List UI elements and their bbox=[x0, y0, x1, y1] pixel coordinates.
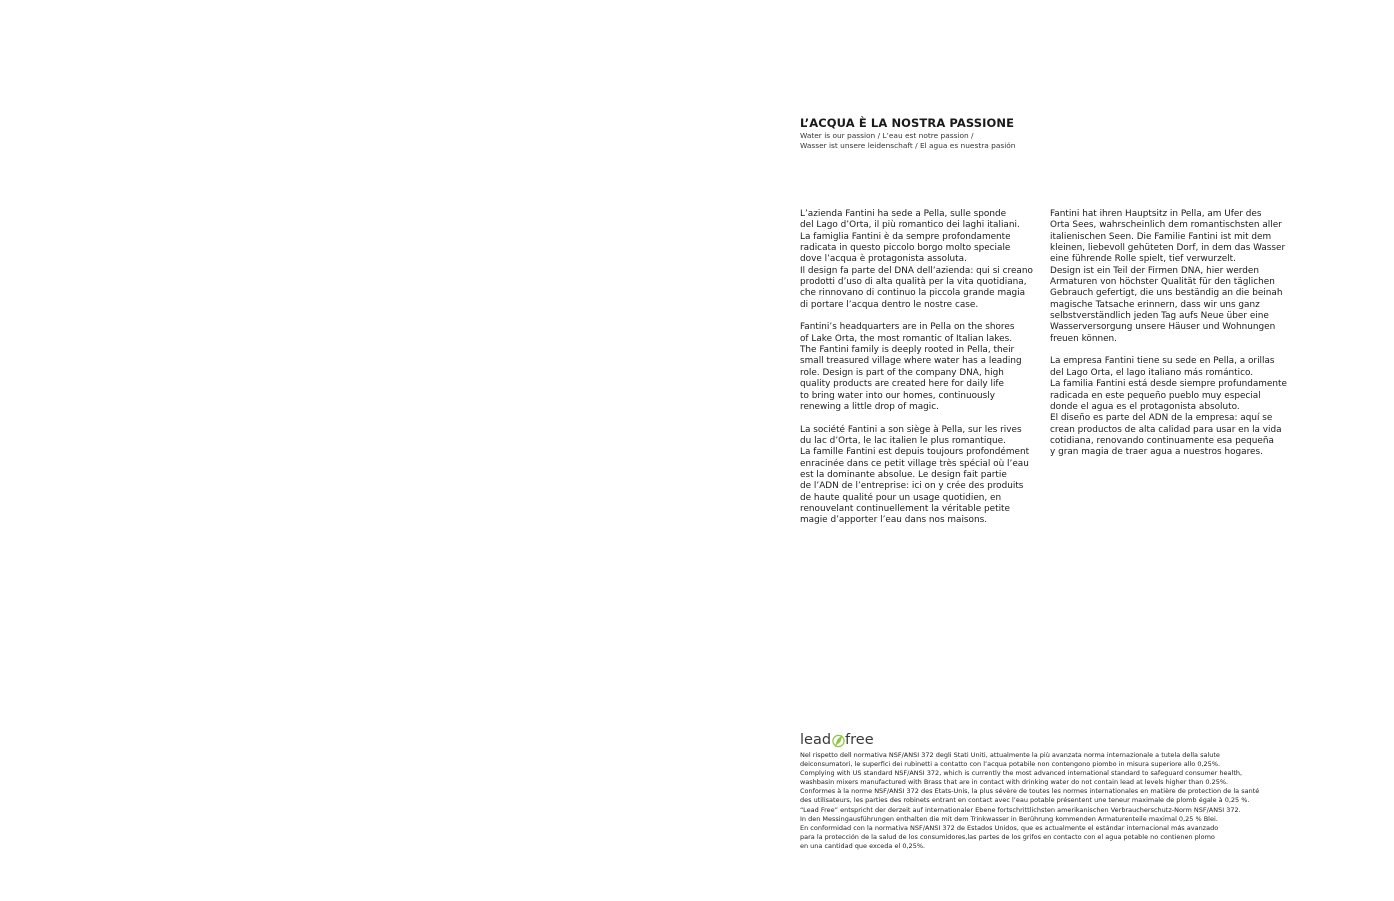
paragraph-italian: L’azienda Fantini ha sede a Pella, sulle sponde del Lago d’Orta, il più romantico dei laghi italiani. La famiglia Fantini è da sempre profondamente radicata in questo piccolo borgo molto speciale dove l’acqua è protagonista assoluta. Il design fa parte del DNA dell’azienda: qui si creano prodotti d’uso di alta qualità per la vita quotidiana, che rinnovano di continuo la piccola grande magia di portare l’acqua dentro le nostre case. bbox=[800, 209, 1033, 310]
leaf-icon-blade bbox=[836, 737, 841, 745]
logo-word-free: free bbox=[845, 732, 874, 748]
paragraph-english: Fantini’s headquarters are in Pella on the shores of Lake Orta, the most romantic of Italian lakes. The Fantini family is deeply rooted in Pella, their small treasured village where water has a leading role. Design is part of the company DNA, high quality products are created here for daily life to bring water into our homes, continuously renewing a little drop of magic. bbox=[800, 322, 1022, 412]
page-subtitle: Water is our passion / L’eau est notre passion / Wasser ist unsere leidenschaft / El agua es nuestra pasión bbox=[800, 131, 1016, 150]
text-column-left bbox=[800, 209, 1045, 538]
page-title: L’ACQUA È LA NOSTRA PASSIONE bbox=[800, 116, 1015, 130]
lead-free-logo bbox=[800, 732, 874, 748]
leaf-icon bbox=[832, 733, 845, 749]
paragraph-spanish: La empresa Fantini tiene su sede en Pella, a orillas del Lago Orta, el lago italiano más romántico. La familia Fantini está desde siempre profundamente radicada en este pequeño pueblo muy especial donde el agua es el protagonista absoluto. El diseño es parte del ADN de la empresa: aquí se crean productos de alta calidad para usar en la vida cotidiana, renovando continuamente esa pequeña y gran magia de traer agua a nuestros hogares. bbox=[1050, 356, 1287, 458]
paragraph-german: Fantini hat ihren Hauptsitz in Pella, am Ufer des Orta Sees, wahrscheinlich dem romantischsten aller italienischen Seen. Die Familie Fantini ist mit dem kleinen, liebevoll gehüteten Dorf, in dem das Wasser eine führende Rolle spielt, tief verwurzelt. Design ist ein Teil der Firmen DNA, hier werden Armaturen von höchster Qualität für den täglichen Gebrauch gefertigt, die uns beständig an die beinah magische Tatsache erinnern, dass wir uns ganz selbstverständlich jeden Tag aufs Neue über eine Wasserversorgung unsere Häuser und Wohnungen freuen können. bbox=[1050, 209, 1286, 344]
text-column-right bbox=[1050, 209, 1300, 470]
logo-word-lead: lead bbox=[800, 732, 832, 748]
paragraph-french: La société Fantini a son siège à Pella, sur les rives du lac d’Orta, le lac italien le plus romantique. La famille Fantini est depuis toujours profondément enracinée dans ce petit village très spécial où l’eau est la dominante absolue. Le design fait partie de l’ADN de l’entreprise: ici on y crée des produits de haute qualité pour un usage quotidien, en renouvelant continuellement la véritable petite magie d’apporter l’eau dans nos maisons. bbox=[800, 424, 1030, 526]
lead-free-disclaimer: Nel rispetto dell normativa NSF/ANSI 372 degli Stati Uniti, attualmente la più avanzata norma internazionale a tutela della salute deiconsumatori, le superfici dei rubinetti a contatto con l’acqua potabile non contengono piombo in misura superiore allo 0,25%. Complying with US standard NSF/ANSI 372, which is currently the most advanced international standard to safeguard consumer health, washbasin mixers manufactured with Brass that are in contact with drinking water do not contain lead at levels higher than 0.25%. Conformes à la norme NSF/ANSI 372 des Etats-Unis, la plus sévère de toutes les normes internationales en matière de protection de la santé des utilisateurs, les parties des robinets entrant en contact avec l’eau potable présentent une teneur maximale de plomb égale à 0,25 %. “Lead Free” entspricht der derzeit auf internationaler Ebene fortschrittlichsten amerikanischen Verbraucherschutz-Norm NSF/ANSI 372. In den Messingausführungen enthalten die mit dem Trinkwasser in Berührung kommenden Armaturenteile maximal 0,25 % Blei. En conformidad con la normativa NSF/ANSI 372 de Estados Unidos, que es actualmente el estándar internacional más avanzado para la protección de la salud de los consumidores,las partes de los grifos en contacto con el agua potable no contienen plomo en una cantidad que exceda el 0,25%. bbox=[800, 751, 1260, 850]
